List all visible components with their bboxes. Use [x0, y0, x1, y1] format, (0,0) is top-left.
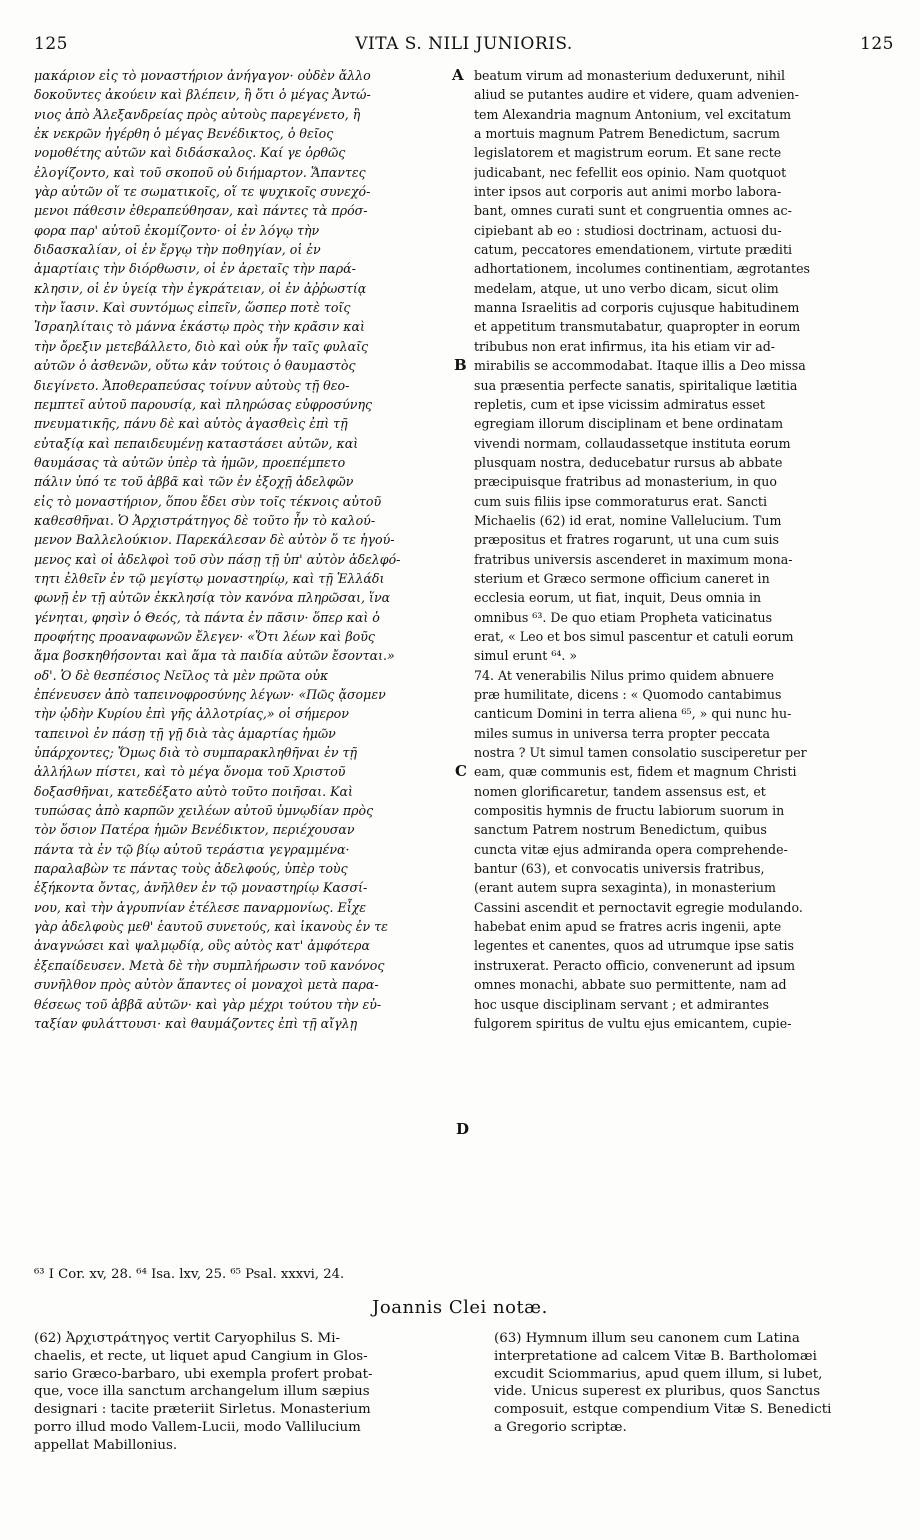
latin-text-line: compositis hymnis de fructu labiorum suorum in: [474, 803, 785, 819]
greek-text-line: ὑπάρχοντες; Ὅμως διὰ τὸ συμπαρακληθῆναι ἐν τῇ: [34, 745, 358, 761]
greek-text-line: εὐταξίᾳ καὶ πεπαιδευμένῃ καταστάσει αὐτῶν, καὶ: [34, 435, 359, 451]
greek-text-line: πάντα τὰ ἐν τῷ βίῳ αὐτοῦ τεράστια γεγραμμένα·: [34, 841, 350, 857]
greek-text-line: τητι ἐλθεῖν ἐν τῷ μεγίστῳ μοναστηρίῳ, καὶ τῇ Ἑλλάδι: [34, 570, 385, 586]
latin-text-line: et appetitum transmutabatur, quapropter in eorum: [474, 319, 801, 335]
latin-text-line: bant, omnes curati sunt et congruentia omnes ac-: [474, 203, 792, 219]
notes-heading: Joannis Clei notæ.: [372, 1297, 548, 1318]
latin-text-line: fulgorem spiritus de vultu ejus emicantem, cupie-: [474, 1015, 792, 1031]
note-line: a Gregorio scriptæ.: [494, 1419, 627, 1435]
latin-text-line: Michaelis (62) id erat, nomine Vallelucium. Tum: [474, 512, 782, 528]
note-line: excudit Sciommarius, apud quem illum, si lubet,: [494, 1366, 823, 1382]
greek-text-line: ἅμα βοσκηθήσονται καὶ ἅμα τὰ παιδία αὐτῶν ἔσονται.»: [34, 648, 395, 664]
note-line: designari : tacite præteriit Sirletus. Monasterium: [34, 1402, 371, 1418]
greek-text-line: νομοθέτης αὐτῶν καὶ διδάσκαλος. Καί γε ὀρθῶς: [34, 145, 346, 161]
latin-text-line: sua præsentia perfecte sanatis, spiritalique lætitia: [474, 377, 798, 393]
note-line: appellat Mabillonius.: [34, 1437, 178, 1453]
margin-marker-b: B: [454, 356, 467, 374]
greek-text-line: δοξασθῆναι, κατεδέξατο αὐτὸ τοῦτο ποιῆσαι. Καὶ: [34, 783, 353, 799]
greek-text-line: φωνῇ ἐν τῇ αὐτῶν ἐκκλησίᾳ τὸν κανόνα πληρῶσαι, ἵνα: [34, 590, 391, 606]
greek-text-line: κλησιν, οἱ ἐν ὑγείᾳ τὴν ἐγκράτειαν, οἱ ἐν ἀῤῥωστίᾳ: [34, 280, 367, 296]
latin-text-line: præcipuisque fratribus ad monasterium, in quo: [474, 474, 777, 490]
greek-text-line: εἰς τὸ μοναστήριον, ὅπου ἔδει σὺν τοῖς τέκνοις αὐτοῦ: [34, 493, 382, 509]
greek-text-line: φορα παρ' αὐτοῦ ἐκομίζοντο· οἱ ἐν λόγῳ τὴν: [34, 222, 320, 238]
note-line: que, voce illa sanctum archangelum illum sæpius: [34, 1384, 370, 1400]
latin-text-line: cum suis filiis ipse commoraturus erat. Sancti: [474, 493, 767, 509]
greek-text-line: ἀλλήλων πίστει, καὶ τὸ μέγα ὄνομα τοῦ Χριστοῦ: [34, 764, 346, 780]
latin-text-line: erat, « Leo et bos simul pascentur et catuli eorum: [474, 628, 794, 644]
latin-text-line: sanctum Patrem nostrum Benedictum, quibus: [474, 822, 767, 838]
note-63: [494, 1330, 894, 1437]
page-number-left: 125: [34, 34, 68, 54]
latin-text-line: manna Israelitis ad corporis cujusque habitudinem: [474, 300, 800, 316]
latin-text-line: omnes monachi, abbate suo permittente, nam ad: [474, 977, 787, 993]
greek-text-line: θέσεως τοῦ ἀββᾶ αὐτῶν· καὶ γὰρ μέχρι τούτου τὴν εὐ-: [34, 996, 382, 1012]
latin-text-line: plusquam nostra, deducebatur rursus ab abbate: [474, 454, 783, 470]
greek-text-line: δοκοῦντες ἀκούειν καὶ βλέπειν, ἢ ὅτι ὁ μέγας Ἀντώ-: [34, 87, 371, 103]
latin-text-line: catum, peccatores emendationem, virtute præditi: [474, 242, 793, 258]
latin-text-line: tem Alexandria magnum Antonium, vel excitatum: [474, 106, 792, 122]
greek-text-line: γὰρ αὐτῶν οἵ τε σωματικοῖς, οἵ τε ψυχικοῖς συνεχό-: [34, 184, 371, 200]
latin-text-line: præpositus et fratres rogarunt, ut una cum suis: [474, 532, 779, 548]
greek-text-line: Ἰσραηλίταις τὸ μάννα ἑκάστῳ πρὸς τὴν κρᾶσιν καὶ: [34, 319, 365, 335]
latin-text-line: omnibus ⁶³. De quo etiam Propheta vaticinatus: [474, 609, 773, 625]
latin-text-line: mirabilis se accommodabat. Itaque illis a Deo missa: [474, 358, 806, 374]
margin-marker-a: A: [452, 66, 464, 84]
greek-text-line: μενον Βαλλελούκιον. Παρεκάλεσαν δὲ αὐτὸν ὅ τε ἡγού-: [34, 532, 395, 548]
latin-text-line: bantur (63), et convocatis universis fratribus,: [474, 861, 765, 877]
greek-text-line: διεγίνετο. Ἀποθεραπεύσας τοίνυν αὐτοὺς τῇ θεο-: [34, 377, 350, 393]
latin-text-line: habebat enim apud se fratres acris ingenii, apte: [474, 919, 782, 935]
greek-text-line: τὴν ᾠδὴν Κυρίου ἐπὶ γῆς ἀλλοτρίας,» οἱ σήμερον: [34, 706, 349, 722]
greek-text-line: προφήτης προαναφωνῶν ἔλεγεν· «Ὅτι λέων καὶ βοῦς: [34, 628, 375, 644]
greek-text-line: καθεσθῆναι. Ὁ Ἀρχιστράτηγος δὲ τοῦτο ἦν τὸ καλού-: [34, 512, 376, 528]
greek-text-line: ἁμαρτίαις τὴν διόρθωσιν, οἱ ἐν ἀρεταῖς τὴν παρά-: [34, 261, 356, 277]
running-header: [34, 30, 894, 60]
note-line: interpretatione ad calcem Vitæ B. Bartholomæi: [494, 1348, 817, 1364]
greek-text-line: τὸν ὅσιον Πατέρα ἡμῶν Βενέδικτον, περιέχουσαν: [34, 822, 355, 838]
latin-text-line: beatum virum ad monasterium deduxerunt, nihil: [474, 68, 786, 83]
latin-text-line: instruxerat. Peracto officio, convenerunt ad ipsum: [474, 957, 796, 973]
greek-text-line: ἀναγνώσει καὶ ψαλμῳδίᾳ, οὓς αὐτὸς κατ' ἀμφότερα: [34, 938, 370, 954]
greek-text-line: γένηται, φησὶν ὁ Θεός, τὰ πάντα ἐν πᾶσιν· ὅπερ καὶ ὁ: [34, 609, 380, 625]
greek-text-line: πνευματικῆς, πάνυ δὲ καὶ αὐτὸς ἀγασθεὶς ἐπὶ τῇ: [34, 416, 348, 432]
latin-text-line: præ humilitate, dicens : « Quomodo cantabimus: [474, 687, 782, 702]
latin-text-line: nomen glorificaretur, tandem assensus est, et: [474, 783, 766, 799]
greek-text-line: συνῆλθον πρὸς αὐτὸν ἅπαντες οἱ μοναχοὶ μετὰ παρα-: [34, 977, 379, 993]
greek-text-line: ἑξήκοντα ὄντας, ἀνῆλθεν ἐν τῷ μοναστηρίῳ Κασσί-: [34, 880, 368, 896]
note-line: porro illud modo Vallem-Lucii, modo Vallilucium: [34, 1419, 361, 1435]
greek-text-line: ἐπένευσεν ἀπὸ ταπεινοφροσύνης λέγων· «Πῶς ᾄσομεν: [34, 687, 386, 702]
latin-text-line: a mortuis magnum Patrem Benedictum, sacrum: [474, 126, 780, 142]
greek-text-line: αὐτῶν ὁ ἀσθενῶν, οὕτω κἀν τούτοις ὁ θαυμαστὸς: [34, 358, 356, 374]
greek-text-line: οδ'. Ὁ δὲ θεσπέσιος Νεῖλος τὰ μὲν πρῶτα οὐκ: [34, 667, 329, 683]
latin-text-line: medelam, atque, ut uno verbo dicam, sicut olim: [474, 280, 779, 296]
latin-text-line: aliud se putantes audire et videre, quam advenien-: [474, 87, 800, 103]
latin-text-line: cuncta vitæ ejus admiranda opera comprehende-: [474, 841, 788, 857]
note-line: vide. Unicus superest ex pluribus, quos Sanctus: [494, 1384, 821, 1400]
latin-text-line: judicabant, nec fefellit eos opinio. Nam quotquot: [474, 164, 787, 180]
latin-text-line: egregiam illorum disciplinam et bene ordinatam: [474, 416, 784, 432]
greek-text-line: νιος ἀπὸ Ἀλεξανδρείας πρὸς αὐτοὺς παρεγένετο, ἢ: [34, 106, 361, 122]
note-62: [34, 1330, 458, 1455]
latin-text-line: simul erunt ⁶⁴. »: [474, 648, 578, 664]
greek-text-line: μενοι πάθεσιν ἐθεραπεύθησαν, καὶ πάντες τὰ πρόσ-: [34, 203, 368, 219]
greek-text-line: θαυμάσας τὰ αὐτῶν ὑπὲρ τὰ ἡμῶν, προεπέμπετο: [34, 454, 346, 470]
greek-text-line: τὴν ὄρεξιν μετεβάλλετο, διὸ καὶ οὐκ ἦν ταῖς φυλαῖς: [34, 338, 369, 354]
note-line: (62) Ἀρχιστράτηγος vertit Caryophilus S. Mi-: [34, 1331, 341, 1346]
greek-text-line: ἐκ νεκρῶν ἠγέρθη ὁ μέγας Βενέδικτος, ὁ θεῖος: [34, 126, 334, 142]
latin-text-line: inter ipsos aut corporis aut animi morbo labora-: [474, 184, 782, 200]
running-title: VITA S. NILI JUNIORIS.: [355, 34, 573, 54]
greek-text-line: ταξίαν φυλάττουσι· καὶ θαυμάζοντες ἐπὶ τῇ αἴγλῃ: [34, 1015, 358, 1031]
greek-text-line: παραλαβὼν τε πάντας τοὺς ἀδελφούς, ὑπὲρ τοὺς: [34, 861, 348, 877]
latin-text-column: [474, 66, 892, 1241]
footnote-references: ⁶³ I Cor. xv, 28. ⁶⁴ Isa. lxv, 25. ⁶⁵ Psal. xxxvi, 24.: [34, 1267, 345, 1282]
note-line: composuit, estque compendium Vitæ S. Benedicti: [494, 1402, 832, 1418]
latin-text-line: miles sumus in universa terra propter peccata: [474, 725, 770, 741]
greek-text-line: τὴν ἴασιν. Καὶ συντόμως εἰπεῖν, ὥσπερ ποτὲ τοῖς: [34, 300, 351, 316]
latin-text-line: eam, quæ communis est, fidem et magnum Christi: [474, 764, 797, 780]
note-line: sario Græco-barbaro, ubi exempla profert probat-: [34, 1366, 373, 1382]
latin-text-line: legislatorem et magistrum eorum. Et sane recte: [474, 145, 782, 161]
greek-text-line: τυπώσας ἀπὸ καρπῶν χειλέων αὐτοῦ ὑμνῳδίαν πρὸς: [34, 803, 374, 819]
greek-text-line: νου, καὶ τὴν ἀγρυπνίαν ἐτέλεσε παναρμονίως. Εἶχε: [34, 899, 367, 915]
latin-text-line: legentes et canentes, quos ad utrumque ipse satis: [474, 938, 795, 954]
latin-text-line: 74. At venerabilis Nilus primo quidem abnuere: [474, 667, 774, 683]
latin-text-line: sterium et Græco sermone officium caneret in: [474, 570, 770, 586]
greek-text-column: [34, 66, 448, 1241]
greek-text-line: ἐξεπαίδευσεν. Μετὰ δὲ τὴν συμπλήρωσιν τοῦ κανόνος: [34, 957, 385, 973]
note-line: chaelis, et recte, ut liquet apud Cangium in Glos-: [34, 1348, 368, 1364]
greek-text-line: μενος καὶ οἱ ἀδελφοὶ τοῦ σὺν πάσῃ τῇ ὑπ' αὐτὸν ἀδελφό-: [34, 551, 401, 567]
margin-marker-d: D: [456, 1120, 470, 1138]
margin-marker-c: C: [455, 762, 467, 780]
latin-text-line: adhortationem, incolumes continentiam, ægrotantes: [474, 261, 811, 277]
greek-text-line: ἐλογίζοντο, καὶ τοῦ σκοποῦ οὐ διήμαρτον. Ἅπαντες: [34, 164, 366, 180]
greek-text-line: πάλιν ὑπό τε τοῦ ἀββᾶ καὶ τῶν ἐν ἐξοχῇ ἀδελφῶν: [34, 474, 354, 490]
greek-text-line: διδασκαλίαν, οἱ ἐν ἔργῳ τὴν ποθηγίαν, οἱ ἐν: [34, 242, 321, 258]
greek-text-line: ταπεινοὶ ἐν πάσῃ τῇ γῇ διὰ τὰς ἁμαρτίας ἡμῶν: [34, 725, 336, 741]
greek-text-line: πεμπτεῖ αὐτοῦ παρουσίᾳ, καὶ πληρώσας εὐφροσύνης: [34, 396, 373, 412]
latin-text-line: repletis, cum et ipse vicissim admiratus esset: [474, 396, 765, 412]
latin-text-line: canticum Domini in terra aliena ⁶⁵, » qui nunc hu-: [474, 706, 792, 722]
note-line: (63) Hymnum illum seu canonem cum Latina: [494, 1331, 800, 1346]
latin-text-line: Cassini ascendit et pernoctavit egregie modulando.: [474, 899, 803, 915]
greek-text-line: μακάριον εἰς τὸ μοναστήριον ἀνήγαγον· οὐδὲν ἄλλο: [34, 68, 371, 83]
latin-text-line: nostra ? Ut simul tamen consolatio susciperetur per: [474, 745, 807, 761]
latin-text-line: hoc usque disciplinam servant ; et admirantes: [474, 996, 769, 1012]
latin-text-line: tribubus non erat infirmus, ita his etiam vir ad-: [474, 338, 776, 354]
latin-text-line: fratribus universis ascenderet in maximum mona-: [474, 551, 793, 567]
latin-text-line: ecclesia eorum, ut fiat, inquit, Deus omnia in: [474, 590, 762, 606]
latin-text-line: cipiebant ab eo : studiosi doctrinam, actuosi du-: [474, 222, 782, 238]
greek-text-line: γὰρ ἀδελφοὺς μεθ' ἑαυτοῦ συνετούς, καὶ ἱκανοὺς ἐν τε: [34, 919, 388, 935]
page-number-right: 125: [860, 34, 894, 54]
latin-text-line: (erant autem supra sexaginta), in monasterium: [474, 880, 776, 896]
latin-text-line: vivendi normam, collaudassetque instituta eorum: [474, 435, 791, 451]
